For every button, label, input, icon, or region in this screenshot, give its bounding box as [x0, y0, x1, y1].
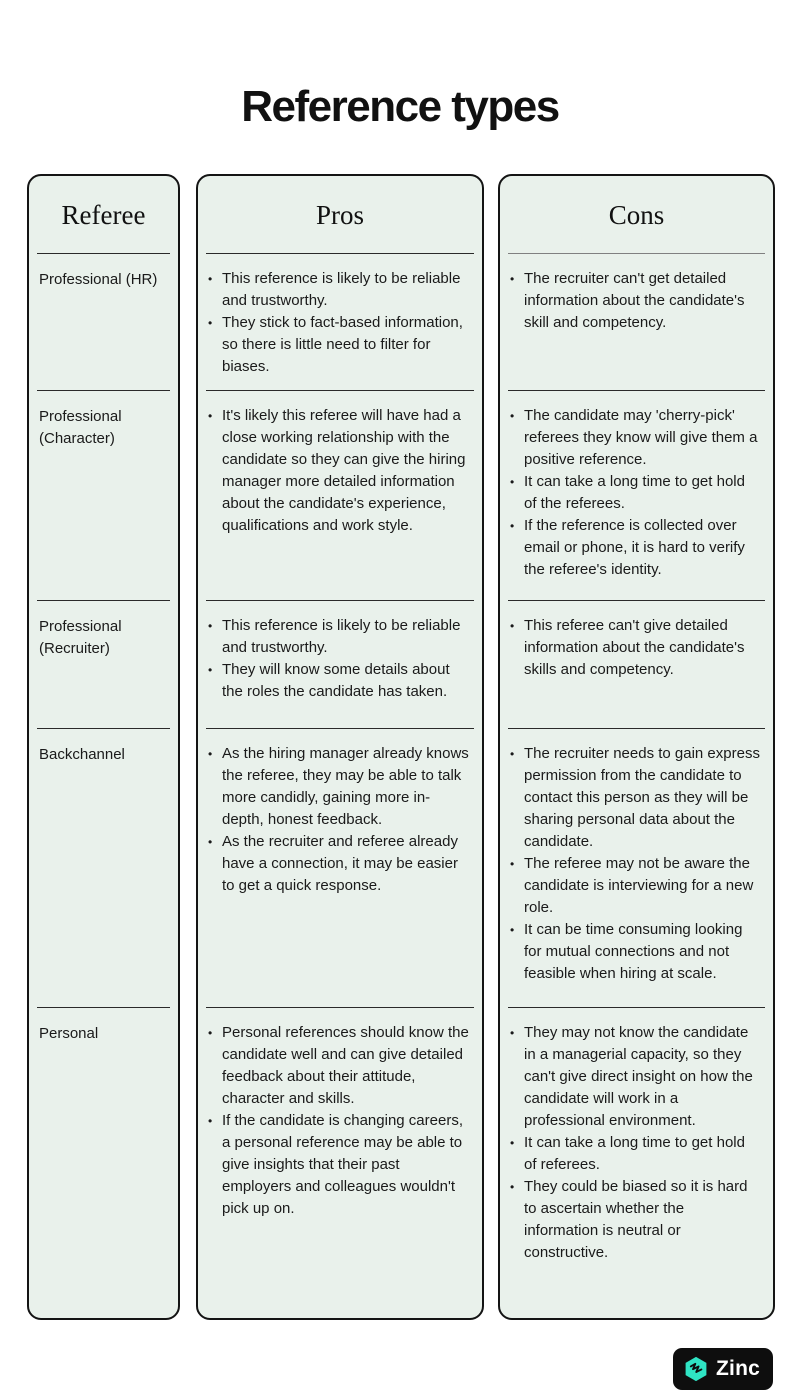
bullet-item: • As the recruiter and referee already have a connection, it may be easier to get a quick response.: [206, 831, 470, 897]
bullet-item: • This reference is likely to be reliable and trustworthy.: [206, 615, 470, 659]
bullet-item: • The candidate may 'cherry-pick' referees they know will give them a positive reference.: [508, 405, 761, 471]
bullet-item: • It can be time consuming looking for mutual connections and not feasible when hiring at scale.: [508, 919, 761, 985]
bullet-item: • Personal references should know the candidate well and can give detailed feedback about their attitude, character and skills.: [206, 1022, 470, 1110]
bullet-list: [198, 601, 482, 703]
table-row: [29, 1008, 178, 1320]
bullet-item: • It can take a long time to get hold of referees.: [508, 1132, 761, 1176]
bullet-item: • If the reference is collected over email or phone, it is hard to verify the referee's identity.: [508, 515, 761, 581]
referee-label: Professional (Character): [39, 408, 122, 447]
referee-label: Professional (Recruiter): [39, 618, 122, 657]
bullet-item: • They stick to fact-based information, so there is little need to filter for biases.: [206, 312, 470, 378]
bullet-item: • The recruiter needs to gain express permission from the candidate to contact this person as they will be sharing personal data about the candidate.: [508, 743, 761, 853]
column-header-pros: [198, 176, 482, 254]
table-row: [29, 601, 178, 729]
bullet-item: • It's likely this referee will have had a close working relationship with the candidate so they can give the hiring manager more detailed information about the candidate's experience, qualifications and work style.: [206, 405, 470, 537]
column-cons: [498, 174, 775, 1320]
referee-label: Professional (HR): [39, 271, 158, 288]
bullet-item: • They may not know the candidate in a managerial capacity, so they can't give direct insight on how the candidate will work in a professional environment.: [508, 1022, 761, 1132]
bullet-item: • They could be biased so it is hard to ascertain whether the information is neutral or constructive.: [508, 1176, 761, 1264]
cons-rows: [500, 254, 773, 1320]
bullet-item: • This referee can't give detailed information about the candidate's skills and competency.: [508, 615, 761, 681]
referee-rows: [29, 254, 178, 1320]
column-header-referee: [29, 176, 178, 254]
bullet-list: [500, 1008, 773, 1264]
bullet-list: [500, 729, 773, 985]
table-row: [29, 391, 178, 601]
page-title: Reference types: [241, 82, 559, 131]
bullet-item: • If the candidate is changing careers, a personal reference may be able to give insights that their past employers and colleagues wouldn't pick up on.: [206, 1110, 470, 1220]
table-row: [500, 1008, 773, 1320]
table-row: [198, 601, 482, 729]
bullet-item: • They will know some details about the roles the candidate has taken.: [206, 659, 470, 703]
bullet-list: [198, 254, 482, 378]
column-referee: [27, 174, 180, 1320]
table-row: [500, 254, 773, 391]
bullet-list: [500, 254, 773, 334]
column-header-cons-label: Cons: [608, 199, 665, 230]
pros-rows: [198, 254, 482, 1320]
bullet-list: [198, 729, 482, 897]
column-pros: [196, 174, 484, 1320]
table-row: [198, 1008, 482, 1320]
table-row: [500, 391, 773, 601]
column-header-referee-label: Referee: [61, 199, 146, 230]
reference-table: [0, 174, 800, 1320]
column-header-pros-label: Pros: [315, 199, 364, 230]
bullet-item: • It can take a long time to get hold of the referees.: [508, 471, 761, 515]
bullet-list: [500, 601, 773, 681]
zinc-hexagon-icon: [683, 1356, 709, 1382]
table-row: [500, 601, 773, 729]
referee-label: Personal: [39, 1025, 99, 1042]
bullet-list: [198, 1008, 482, 1220]
table-row: [198, 391, 482, 601]
bullet-item: • As the hiring manager already knows the referee, they may be able to talk more candidly, gaining more in-depth, honest feedback.: [206, 743, 470, 831]
table-row: [29, 254, 178, 391]
bullet-list: [500, 391, 773, 581]
zinc-logo: [673, 1348, 773, 1390]
table-row: [29, 729, 178, 1008]
bullet-item: • The referee may not be aware the candidate is interviewing for a new role.: [508, 853, 761, 919]
zinc-logo-text: Zinc: [716, 1357, 760, 1380]
table-row: [198, 254, 482, 391]
bullet-item: • This reference is likely to be reliable and trustworthy.: [206, 268, 470, 312]
table-row: [198, 729, 482, 1008]
bullet-list: [198, 391, 482, 537]
bullet-item: • The recruiter can't get detailed information about the candidate's skill and competency.: [508, 268, 761, 334]
table-row: [500, 729, 773, 1008]
column-header-cons: [500, 176, 773, 254]
referee-label: Backchannel: [39, 746, 125, 763]
